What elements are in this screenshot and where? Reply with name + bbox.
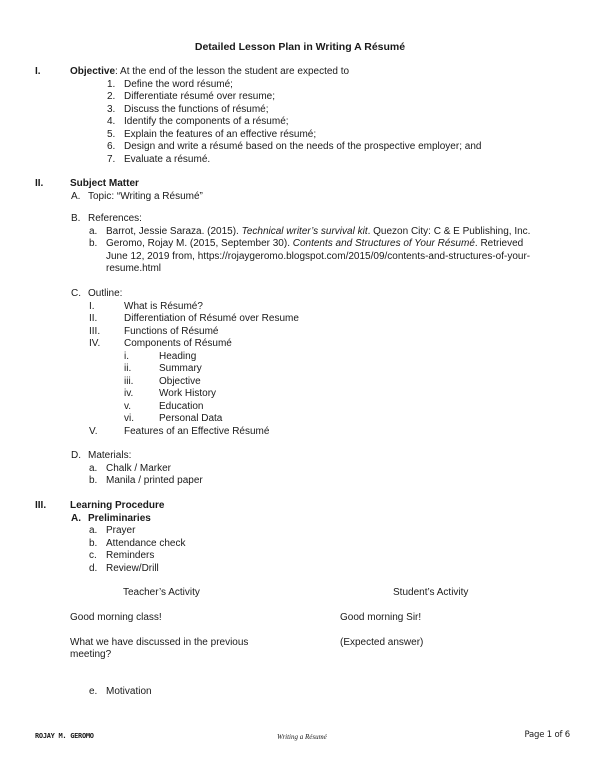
objective-number: 3. [107, 103, 116, 115]
materials-letter: D. [71, 450, 81, 461]
motivation-letter: e. [89, 686, 98, 697]
reference-letter: a. [89, 225, 98, 237]
outline-sub-item: Heading [159, 350, 197, 362]
teacher-line: What we have discussed in the previous [70, 636, 249, 648]
outline-sub-item: Objective [159, 375, 201, 387]
reference-b [106, 238, 523, 250]
outline-numeral: III. [89, 325, 101, 337]
student-line: (Expected answer) [340, 636, 424, 648]
outline-sub-item: Summary [159, 363, 202, 374]
reference-a [106, 226, 530, 238]
outline-sub-item: Education [159, 400, 204, 412]
preliminary-letter: c. [89, 550, 97, 561]
outline-numeral: IV. [89, 338, 101, 349]
motivation-label: Motivation [106, 686, 152, 697]
section-2-number: II. [35, 178, 44, 189]
material-letter: b. [89, 475, 98, 486]
preliminaries-label: Preliminaries [88, 512, 151, 524]
outline-item: Differentiation of Résumé over Resume [124, 313, 299, 324]
student-line: Good morning Sir! [340, 612, 422, 623]
objective-text: Evaluate a résumé. [124, 153, 211, 165]
topic-text: Topic: “Writing a Résumé” [88, 190, 203, 202]
objective-text: Define the word résumé; [124, 78, 233, 90]
section-2-label: Subject Matter [70, 178, 139, 189]
references-label: References: [88, 213, 142, 224]
objective-text: Identify the components of a résumé; [124, 116, 289, 127]
reference-a-pre: Barrot, Jessie Saraza. (2015). [106, 225, 242, 237]
section-3-label: Learning Procedure [70, 500, 165, 511]
outline-item: Features of an Effective Résumé [124, 425, 270, 437]
outline-numeral: II. [89, 313, 98, 324]
outline-sub-item: Work History [159, 388, 217, 399]
objective-number: 4. [107, 116, 116, 127]
teacher-line-cont: meeting? [70, 649, 112, 660]
preliminary-item: Prayer [106, 525, 136, 536]
topic-letter: A. [71, 190, 81, 202]
section-1-intro: : At the end of the lesson the student are expected to [115, 66, 350, 77]
objective-number: 5. [107, 128, 116, 140]
reference-a-post: . Quezon City: C & E Publishing, Inc. [367, 225, 531, 237]
outline-sub-numeral: ii. [124, 363, 132, 374]
document-title: Detailed Lesson Plan in Writing A Résumé [194, 41, 406, 53]
preliminary-item: Reminders [106, 550, 155, 561]
outline-letter: C. [71, 288, 81, 299]
section-1-number: I. [35, 66, 41, 77]
reference-letter: b. [89, 238, 98, 249]
reference-b-post: . Retrieved [474, 238, 524, 249]
reference-b-pre: Geromo, Rojay M. (2015, September 30). [106, 238, 293, 249]
footer-author: ROJAY M. GEROMO [35, 732, 94, 740]
teacher-line: Good morning class! [70, 612, 162, 623]
section-1-label: Objective [70, 66, 116, 77]
reference-b-line3: resume.html [106, 263, 162, 274]
outline-sub-numeral: iv. [124, 388, 134, 399]
material-letter: a. [89, 462, 98, 474]
section-1-heading [70, 66, 349, 78]
objective-text: Explain the features of an effective résumé; [124, 128, 317, 140]
reference-a-title: Technical writer’s survival kit [241, 225, 368, 237]
footer-page-number: Page 1 of 6 [524, 730, 570, 740]
references-letter: B. [71, 213, 81, 224]
outline-numeral: I. [89, 300, 95, 312]
preliminary-item: Attendance check [106, 537, 186, 549]
outline-sub-numeral: i. [124, 350, 129, 362]
preliminary-letter: d. [89, 562, 98, 574]
outline-item: What is Résumé? [124, 300, 203, 312]
outline-sub-numeral: v. [124, 400, 132, 412]
preliminary-letter: b. [89, 537, 98, 549]
outline-label: Outline: [88, 288, 123, 299]
outline-sub-item: Personal Data [159, 413, 223, 424]
reference-b-title: Contents and Structures of Your Résumé [292, 238, 475, 249]
reference-b-line2: June 12, 2019 from, https://rojaygeromo.blogspot.com/2015/09/contents-and-structures-of-your- [106, 250, 531, 262]
footer-center: Writing a Résumé [277, 733, 327, 741]
outline-sub-numeral: iii. [124, 375, 134, 387]
objective-number: 6. [107, 141, 116, 152]
objective-number: 2. [107, 91, 116, 102]
objective-number: 1. [107, 78, 116, 90]
objective-text: Design and write a résumé based on the needs of the prospective employer; and [124, 141, 482, 152]
objective-text: Discuss the functions of résumé; [124, 103, 269, 115]
section-3-number: III. [35, 500, 47, 511]
outline-sub-numeral: vi. [124, 413, 134, 424]
teacher-activity-header: Teacher’s Activity [123, 587, 200, 598]
preliminary-item: Review/Drill [106, 562, 159, 574]
objective-text: Differentiate résumé over resume; [124, 91, 275, 102]
materials-label: Materials: [88, 450, 132, 461]
outline-item: Functions of Résumé [124, 325, 219, 337]
outline-numeral: V. [89, 425, 98, 437]
student-activity-header: Student’s Activity [393, 587, 469, 598]
outline-item: Components of Résumé [124, 338, 232, 349]
preliminaries-letter: A. [71, 512, 81, 524]
objective-number: 7. [107, 153, 116, 165]
material-item: Chalk / Marker [106, 462, 172, 474]
material-item: Manila / printed paper [106, 475, 203, 486]
preliminary-letter: a. [89, 525, 98, 536]
